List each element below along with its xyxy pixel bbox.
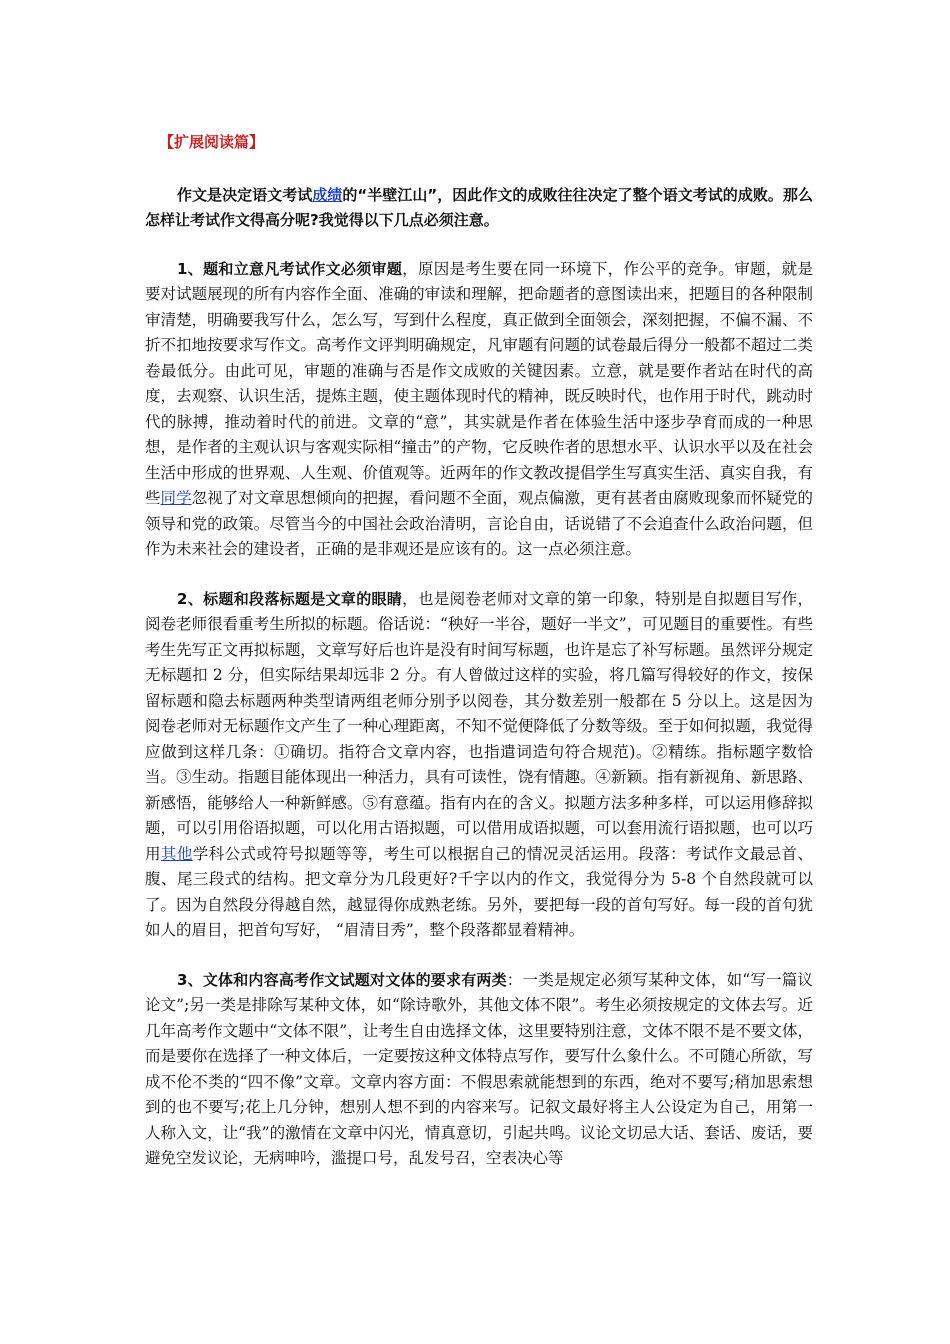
paragraph-2-text-b: 学科公式或符号拟题等等，考生可以根据自己的情况灵活运用。段落：考试作文最忌首、腹、尾三段式的结构。把文章分为几段更好?千字以内的作文，我觉得分为 5-8 个自然段就可以了。因为自然段分得越自然，越显得你成熟老练。另外，要把每一段的首句写好。每一段的首句犹如人的眉目，把首句写好， “眉清目秀”，整个段落都显着精神。: [145, 844, 813, 939]
section-heading: 【扩展阅读篇】: [159, 133, 265, 151]
link-qita[interactable]: 其他: [160, 844, 193, 863]
paragraph-3: [145, 968, 813, 1172]
paragraph-1-text-a: ，原因是考生要在同一环境下，作公平的竞争。审题，就是要对试题展现的所有内容作全面、准确的审读和理解，把命题者的意图读出来，把题目的各种限制审清楚，明确要我写什么，怎么写，写到什么程度，真正做到全面领会，深刻把握，不偏不漏、不折不扣地按要求写作文。高考作文评判明确规定，凡审题有问题的试卷最后得分一般都不超过二类卷最低分。由此可见，审题的准确与否是作文成败的关键因素。立意，就是要作者站在时代的高度，去观察、认识生活，提炼主题，使主题体现时代的精神，既反映时代，也作用于时代，跳动时代的脉搏，推动着时代的前进。文章的“意”，其实就是作者在体验生活中逐步孕育而成的一种思想，是作者的主观认识与客观实际相“撞击”的产物，它反映作者的思想水平、认识水平以及在社会生活中形成的世界观、人生观、价值观等。近两年的作文教改提倡学生写真实生活、真实自我，有些: [145, 259, 813, 507]
document-page: [145, 118, 813, 1172]
link-tongxue[interactable]: 同学: [160, 489, 192, 507]
paragraph-3-text-a: ：一类是规定必须写某种文体，如“写一篇议论文”;另一类是排除写某种文体，如“除诗歌外，其他文体不限”。考生必须按规定的文体去写。近几年高考作文题中“文体不限”，让考生自由选择文体，这里要特别注意，文体不限不是不要文体，而是要你在选择了一种文体后，一定要按这种文体特点写作，要写什么象什么。不可随心所欲，写成不伦不类的“四不像”文章。文章内容方面：不假思索就能想到的东西，绝对不要写;稍加思索想到的也不要写;花上几分钟，想别人想不到的内容来写。记叙文最好将主人公设定为自己，用第一人称入文，让“我”的激情在文章中闪光，情真意切，引起共鸣。议论文切忌大话、套话、废话，要避免空发议论，无病呻吟，滥提口号，乱发号召，空表决心等: [145, 970, 813, 1167]
paragraph-2-title: 2、标题和段落标题是文章的眼睛: [177, 589, 403, 608]
paragraph-1: [145, 257, 813, 563]
paragraph-2-text-a: ，也是阅卷老师对文章的第一印象，特别是自拟题目写作，阅卷老师很看重考生所拟的标题。俗话说：“秧好一半谷，题好一半文”，可见题目的重要性。有些考生先写正文再拟标题，文章写好后也许是没有时间写标题，也许是忘了补写标题。虽然评分规定无标题扣 2 分，但实际结果却远非 2 分。有人曾做过这样的实验，将几篇写得较好的作文，按保留标题和隐去标题两种类型请两组老师分别予以阅卷，其分数差别一般都在 5 分以上。这是因为阅卷老师对无标题作文产生了一种心理距离，不知不觉便降低了分数等级。至于如何拟题，我觉得应做到这样几条：①确切。指符合文章内容，也指遣词造句符合规范)。②精练。指标题字数恰当。③生动。指题目能体现出一种活力，具有可读性，饶有情趣。④新颖。指有新视角、新思路、新感悟，能够给人一种新鲜感。⑤有意蕴。指有内在的含义。拟题方法多种多样，可以运用修辞拟题，可以引用俗语拟题，可以化用古语拟题，可以借用成语拟题，可以套用流行语拟题，也可以巧用: [145, 589, 813, 863]
paragraph-3-title: 3、文体和内容高考作文试题对文体的要求有两类: [177, 970, 507, 989]
intro-text-before: 作文是决定语文考试: [177, 185, 313, 204]
link-chengji[interactable]: 成绩: [312, 185, 343, 204]
intro-text-after: 的“半壁江山”，因此作文的成败往往决定了整个语文考试的成败。那么怎样让考试作文得高分呢?我觉得以下几点必须注意。: [145, 185, 813, 229]
paragraph-1-text-b: 忽视了对文章思想倾向的把握，看问题不全面，观点偏激，更有甚者由腐败现象而怀疑党的领导和党的政策。尽管当今的中国社会政治清明，言论自由，话说错了不会追查什么政治问题，但作为未来社会的建设者，正确的是非观还是应该有的。这一点必须注意。: [145, 489, 813, 558]
paragraph-2: [145, 587, 813, 944]
intro-paragraph: [145, 183, 813, 233]
paragraph-1-title: 1、题和立意凡考试作文必须审题: [177, 259, 403, 278]
